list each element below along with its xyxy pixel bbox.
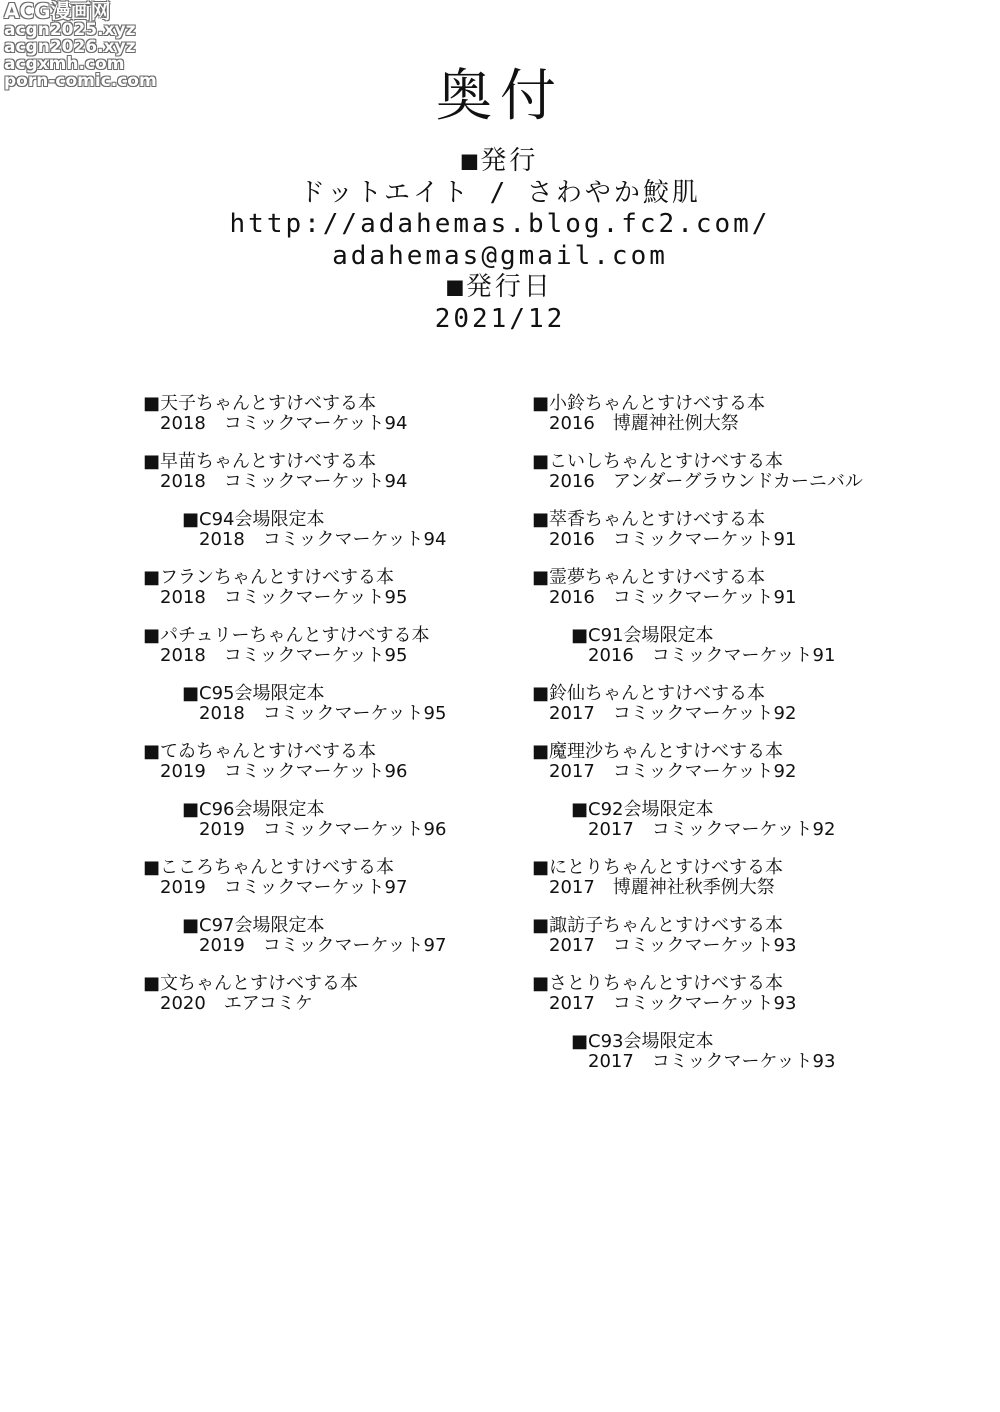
book-title: ■C95会場限定本	[182, 683, 325, 704]
release-year: 2017	[588, 818, 634, 840]
book-entry	[143, 742, 446, 800]
release-year: 2018	[199, 702, 245, 724]
release-event: コミックマーケット93	[612, 992, 797, 1014]
book-release-info	[143, 414, 446, 434]
release-year: 2017	[549, 876, 595, 898]
release-event: 博麗神社例大祭	[612, 412, 739, 434]
book-entry	[143, 568, 446, 626]
book-title: ■パチュリーちゃんとすけべする本	[143, 625, 430, 646]
book-release-info	[532, 994, 863, 1014]
release-year: 2018	[160, 644, 206, 666]
right-book-list	[532, 394, 863, 1090]
book-title: ■霊夢ちゃんとすけべする本	[532, 567, 766, 588]
release-event: コミックマーケット92	[651, 818, 836, 840]
book-entry	[532, 510, 863, 568]
book-entry	[532, 742, 863, 800]
book-entry	[143, 394, 446, 452]
book-release-info	[532, 936, 863, 956]
release-event: コミックマーケット95	[223, 644, 408, 666]
book-title: ■にとりちゃんとすけべする本	[532, 857, 784, 878]
book-entry	[532, 1032, 863, 1090]
release-event: コミックマーケット93	[651, 1050, 836, 1072]
book-entry	[143, 626, 446, 684]
book-entry	[532, 974, 863, 1032]
publisher-heading: ■発行	[461, 146, 539, 176]
release-year: 2019	[160, 876, 206, 898]
publisher-block	[0, 146, 1000, 335]
book-release-info	[532, 472, 863, 492]
watermark-line: porn-comic.com	[4, 71, 157, 91]
book-release-info	[143, 646, 446, 666]
book-title: ■早苗ちゃんとすけべする本	[143, 451, 377, 472]
book-entry	[532, 684, 863, 742]
book-release-info	[143, 588, 446, 608]
book-title: ■C91会場限定本	[571, 625, 714, 646]
book-release-info	[143, 762, 446, 782]
book-release-info	[182, 704, 446, 724]
book-entry	[532, 858, 863, 916]
release-event: コミックマーケット97	[262, 934, 447, 956]
book-title: ■さとりちゃんとすけべする本	[532, 973, 784, 994]
book-entry	[532, 916, 863, 974]
book-release-info	[532, 704, 863, 724]
book-entry	[143, 916, 446, 974]
release-year: 2017	[549, 702, 595, 724]
book-title: ■諏訪子ちゃんとすけべする本	[532, 915, 784, 936]
page-title: 奥付	[436, 64, 564, 129]
book-title: ■C93会場限定本	[571, 1031, 714, 1052]
left-book-list	[143, 394, 446, 1032]
book-title: ■萃香ちゃんとすけべする本	[532, 509, 766, 530]
release-event: コミックマーケット94	[262, 528, 447, 550]
book-entry	[143, 684, 446, 742]
book-release-info	[143, 472, 446, 492]
book-release-info	[532, 414, 863, 434]
release-event: コミックマーケット94	[223, 412, 408, 434]
release-event: コミックマーケット95	[262, 702, 447, 724]
book-title: ■フランちゃんとすけべする本	[143, 567, 395, 588]
book-title: ■こいしちゃんとすけべする本	[532, 451, 784, 472]
book-title: ■こころちゃんとすけべする本	[143, 857, 395, 878]
book-title: ■魔理沙ちゃんとすけべする本	[532, 741, 784, 762]
book-release-info	[532, 530, 863, 550]
book-title: ■鈴仙ちゃんとすけべする本	[532, 683, 766, 704]
release-year: 2019	[199, 934, 245, 956]
release-event: 博麗神社秋季例大祭	[612, 876, 775, 898]
book-release-info	[571, 820, 863, 840]
release-event: コミックマーケット96	[262, 818, 447, 840]
release-year: 2020	[160, 992, 206, 1014]
book-release-info	[571, 1052, 863, 1072]
release-event: コミックマーケット91	[651, 644, 836, 666]
book-entry	[143, 800, 446, 858]
book-entry	[532, 568, 863, 626]
book-release-info	[143, 878, 446, 898]
release-year: 2018	[199, 528, 245, 550]
date-heading: ■発行日	[447, 272, 553, 302]
watermark-line: acgn2025.xyz	[4, 20, 136, 40]
release-year: 2018	[160, 586, 206, 608]
release-year: 2018	[160, 470, 206, 492]
release-year: 2016	[549, 586, 595, 608]
watermark-line: acgn2026.xyz	[4, 37, 136, 57]
book-title: ■C94会場限定本	[182, 509, 325, 530]
book-release-info	[532, 588, 863, 608]
book-entry	[532, 800, 863, 858]
release-year: 2019	[199, 818, 245, 840]
release-event: コミックマーケット91	[612, 586, 797, 608]
release-year: 2018	[160, 412, 206, 434]
release-event: コミックマーケット97	[223, 876, 408, 898]
email-address: adahemas@gmail.com	[332, 240, 668, 271]
book-entry	[143, 974, 446, 1032]
book-release-info	[182, 530, 446, 550]
book-title: ■小鈴ちゃんとすけべする本	[532, 393, 766, 414]
release-event: コミックマーケット95	[223, 586, 408, 608]
release-year: 2016	[549, 528, 595, 550]
watermark-line: acgxmh.com	[4, 54, 125, 74]
book-entry	[143, 510, 446, 568]
book-release-info	[571, 646, 863, 666]
release-year: 2017	[549, 760, 595, 782]
book-release-info	[532, 762, 863, 782]
release-event: コミックマーケット92	[612, 702, 797, 724]
book-release-info	[182, 936, 446, 956]
book-entry	[532, 626, 863, 684]
book-title: ■C92会場限定本	[571, 799, 714, 820]
book-release-info	[143, 994, 446, 1014]
watermark-line: ACG漫画网	[4, 0, 111, 23]
release-year: 2016	[549, 412, 595, 434]
book-release-info	[532, 878, 863, 898]
release-year: 2019	[160, 760, 206, 782]
release-year: 2017	[549, 992, 595, 1014]
release-year: 2016	[549, 470, 595, 492]
book-entry	[532, 452, 863, 510]
book-title: ■てゐちゃんとすけべする本	[143, 741, 377, 762]
release-event: コミックマーケット96	[223, 760, 408, 782]
book-title: ■文ちゃんとすけべする本	[143, 973, 359, 994]
book-title: ■C96会場限定本	[182, 799, 325, 820]
book-entry	[143, 452, 446, 510]
release-event: コミックマーケット94	[223, 470, 408, 492]
publish-date: 2021/12	[434, 303, 566, 334]
book-release-info	[182, 820, 446, 840]
release-event: コミックマーケット91	[612, 528, 797, 550]
release-year: 2016	[588, 644, 634, 666]
book-title: ■天子ちゃんとすけべする本	[143, 393, 377, 414]
release-year: 2017	[549, 934, 595, 956]
book-entry	[143, 858, 446, 916]
website-url: http://adahemas.blog.fc2.com/	[229, 209, 771, 239]
release-year: 2017	[588, 1050, 634, 1072]
release-event: コミックマーケット93	[612, 934, 797, 956]
circle-name: ドットエイト / さわやか鮫肌	[299, 177, 701, 208]
book-entry	[532, 394, 863, 452]
release-event: アンダーグラウンドカーニバル	[612, 470, 863, 492]
release-event: コミックマーケット92	[612, 760, 797, 782]
book-title: ■C97会場限定本	[182, 915, 325, 936]
release-event: エアコミケ	[223, 992, 313, 1014]
